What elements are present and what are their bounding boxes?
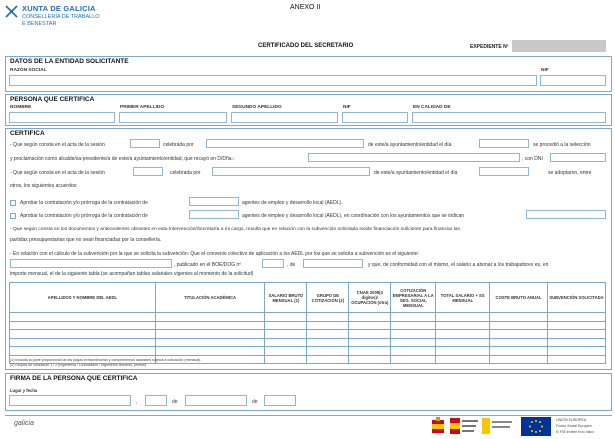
nif-field[interactable] (540, 75, 606, 86)
col-header: SUBVENCIÓN SOLICITADA (548, 283, 606, 313)
alcalde-field[interactable] (308, 153, 520, 162)
option-1-text-a: Aprobar la contratación y/o prórroga de la contratación de (20, 200, 148, 206)
table-note-1: (1) Incluida la parte proporcional de las pagas extraordinarias y complementos salariales sujetos a cotización (mensual). (10, 358, 202, 362)
cert-line2-b: , con DNI (522, 156, 543, 162)
primer-apellido-field[interactable] (119, 112, 227, 123)
certifica-title: CERTIFICA (10, 130, 45, 137)
lugar-label: Lugar y fecha (10, 388, 38, 393)
celebrada-field-1[interactable] (206, 139, 364, 148)
paragraph-3: - En relación con el cálculo de la subvención por la que se solicita la subvención: Que el convenio colectivo de aplicación a los AEDL por los que se solicita a subvención es el siguiente: (10, 251, 419, 257)
col-header: CNAE 2009(4 dígitos)/ OCUPACIÓN (otra) (349, 283, 391, 313)
nif-label: NIF (541, 68, 549, 73)
dia-field-1[interactable] (479, 139, 529, 148)
solicitante-title: DATOS DE LA ENTIDAD SOLICITANTE (10, 58, 129, 65)
paragraph-2: partidas presupuestarias que no sean financiadas por la consellería. (10, 237, 162, 243)
persona-nif-label: NIF (343, 105, 351, 110)
paragraph-1: - Que según consta en los documentos y antecedentes obrantes en esta Intervención/Secretaría a mi cargo, resulta que en relación con la subvención solicitada existe financiación suficiente para financiar las (10, 227, 460, 232)
col-header: APELLIDOS Y NOMBRE DEL AEDL (10, 283, 156, 313)
firma-title: FIRMA DE LA PERSONA QUE CERTIFICA (10, 375, 138, 382)
celebrada-field-2[interactable] (212, 167, 370, 176)
option-2-count-field[interactable] (189, 210, 239, 219)
annex-title: ANEXO II (290, 4, 321, 11)
de-text-1: de (172, 399, 178, 405)
footer-divider (5, 415, 612, 416)
cert-line3-d: se adoptaron, entre (548, 170, 592, 176)
dept-line-2: E BENESTAR (22, 21, 57, 27)
dia-firma-field[interactable] (145, 395, 167, 406)
cert-line3-c: de este/a ayuntamiento/entidad el día (374, 170, 458, 176)
table-row[interactable] (10, 338, 606, 347)
table-header-row (10, 283, 606, 313)
col-header: TOTAL SALARIO + SS MENSUAL (436, 283, 490, 313)
cert-line1-d: se procedió a la selección (533, 142, 591, 148)
col-header: GRUPO DE COTIZACIÓN (2) (307, 283, 349, 313)
table-row[interactable] (10, 313, 606, 322)
col-header: SALARIO BRUTO MENSUAL (1) (265, 283, 307, 313)
col-header: COTIZACIÓN EMPRESARIAL A LA SEG. SOCIAL MENSUAL (391, 283, 436, 313)
primer-apellido-label: PRIMER APELLIDO (120, 105, 165, 110)
nombre-field[interactable] (9, 112, 115, 123)
mes-firma-field[interactable] (185, 395, 247, 406)
ayuntamientos-field[interactable] (526, 210, 606, 219)
paragraph-4-b: , de (287, 262, 296, 268)
cert-line1-c: de este/a ayuntamiento/entidad el día (368, 142, 452, 148)
lugar-field[interactable] (9, 395, 131, 406)
salary-table (9, 282, 606, 364)
paragraph-4-a: , publicado en el BOE/DOG nº (174, 262, 242, 268)
cert-line1-a: - Que según consta en el acta de la sesión (10, 142, 105, 148)
option-1-text-b: agentes de empleo y desarrollo local (AEDL). (242, 200, 343, 206)
table-row[interactable] (10, 330, 606, 339)
spain-emblem-icon (430, 417, 446, 435)
dia-field-2[interactable] (479, 167, 529, 176)
comma-sep: , (136, 399, 138, 405)
table-note-2: (2) Grupos de cotización 1 / 2 (Ingenieros / Licenciados / Ingenieros técnicos, peritos). (10, 363, 148, 367)
document-title: CERTIFICADO DEL SECRETARIO (258, 43, 354, 49)
cert-line1-b: celebrada por (163, 142, 194, 148)
cert-line3-a: - Que según consta en el acta de la sesión (10, 170, 105, 176)
calidad-label: EN CALIDAD DE (413, 105, 451, 110)
expediente-field[interactable] (512, 40, 606, 52)
eu-line-3: El FSE invierte en tu futuro (556, 430, 595, 434)
persona-nif-field[interactable] (342, 112, 408, 123)
col-header: TITULACIÓN ACADÉMICA (155, 283, 265, 313)
razon-social-field[interactable] (9, 75, 537, 86)
cert-line3-b: celebrada por (170, 170, 201, 176)
col-header: COSTE BRUTO ANUAL (490, 283, 548, 313)
sesion-field-1[interactable] (130, 139, 160, 148)
persona-title: PERSONA QUE CERTIFICA (10, 96, 95, 103)
option-1-count-field[interactable] (189, 197, 239, 206)
table-row[interactable] (10, 321, 606, 330)
option-2-text-b: agentes de empleo y desarrollo local (AEDL), en coordinación con los ayuntamientos que se indican (242, 213, 465, 219)
xunta-logo-mark (5, 5, 18, 18)
option-1-checkbox[interactable] (10, 200, 16, 206)
cert-line4: otros, los siguientes acuerdos: (10, 183, 78, 189)
option-2-checkbox[interactable] (10, 213, 16, 219)
anio-firma-field[interactable] (264, 395, 296, 406)
boe-date-field[interactable] (303, 259, 363, 268)
galicia-logo: galicia (14, 420, 34, 427)
cert-line2-a: y proclamación como alcalde/sa-presidente/a de este/a ayuntamiento/entidad, que recayó en D/Dña.: (10, 156, 235, 162)
dept-line-1: CONSELLERÍA DE TRABALLO (22, 14, 100, 20)
boe-number-field[interactable] (262, 259, 284, 268)
table-row[interactable] (10, 347, 606, 356)
sesion-field-2[interactable] (133, 167, 163, 176)
dni-field[interactable] (550, 153, 606, 162)
eu-line-1: UNIÓN EUROPEA (556, 418, 587, 422)
eu-line-2: Fondo Social Europeo (556, 424, 592, 428)
option-2-text-a: Aprobar la contratación y/o prórroga de la contratación de (20, 213, 148, 219)
eu-flag-icon (521, 417, 551, 436)
ministry-flag (450, 418, 478, 434)
segundo-apellido-label: SEGUNDO APELLIDO (232, 105, 282, 110)
nombre-label: NOMBRE (10, 105, 32, 110)
paragraph-5: importe mensual, el de la siguiente tabla (se acompañan tablas salariales vigentes al momento de la solicitud) (10, 271, 254, 277)
razon-social-label: RAZÓN SOCIAL (10, 68, 47, 73)
expediente-label: EXPEDIENTE Nº (470, 44, 509, 50)
brand-name: XUNTA DE GALICIA (22, 4, 96, 13)
paragraph-4-c: y que, de conformidad con el mismo, el salario a abonar a los trabajadores es, en (368, 262, 549, 268)
segundo-apellido-field[interactable] (231, 112, 338, 123)
calidad-field[interactable] (412, 112, 606, 123)
de-text-2: de (252, 399, 258, 405)
convenio-field[interactable] (10, 259, 172, 268)
ministry-logo (482, 418, 512, 434)
